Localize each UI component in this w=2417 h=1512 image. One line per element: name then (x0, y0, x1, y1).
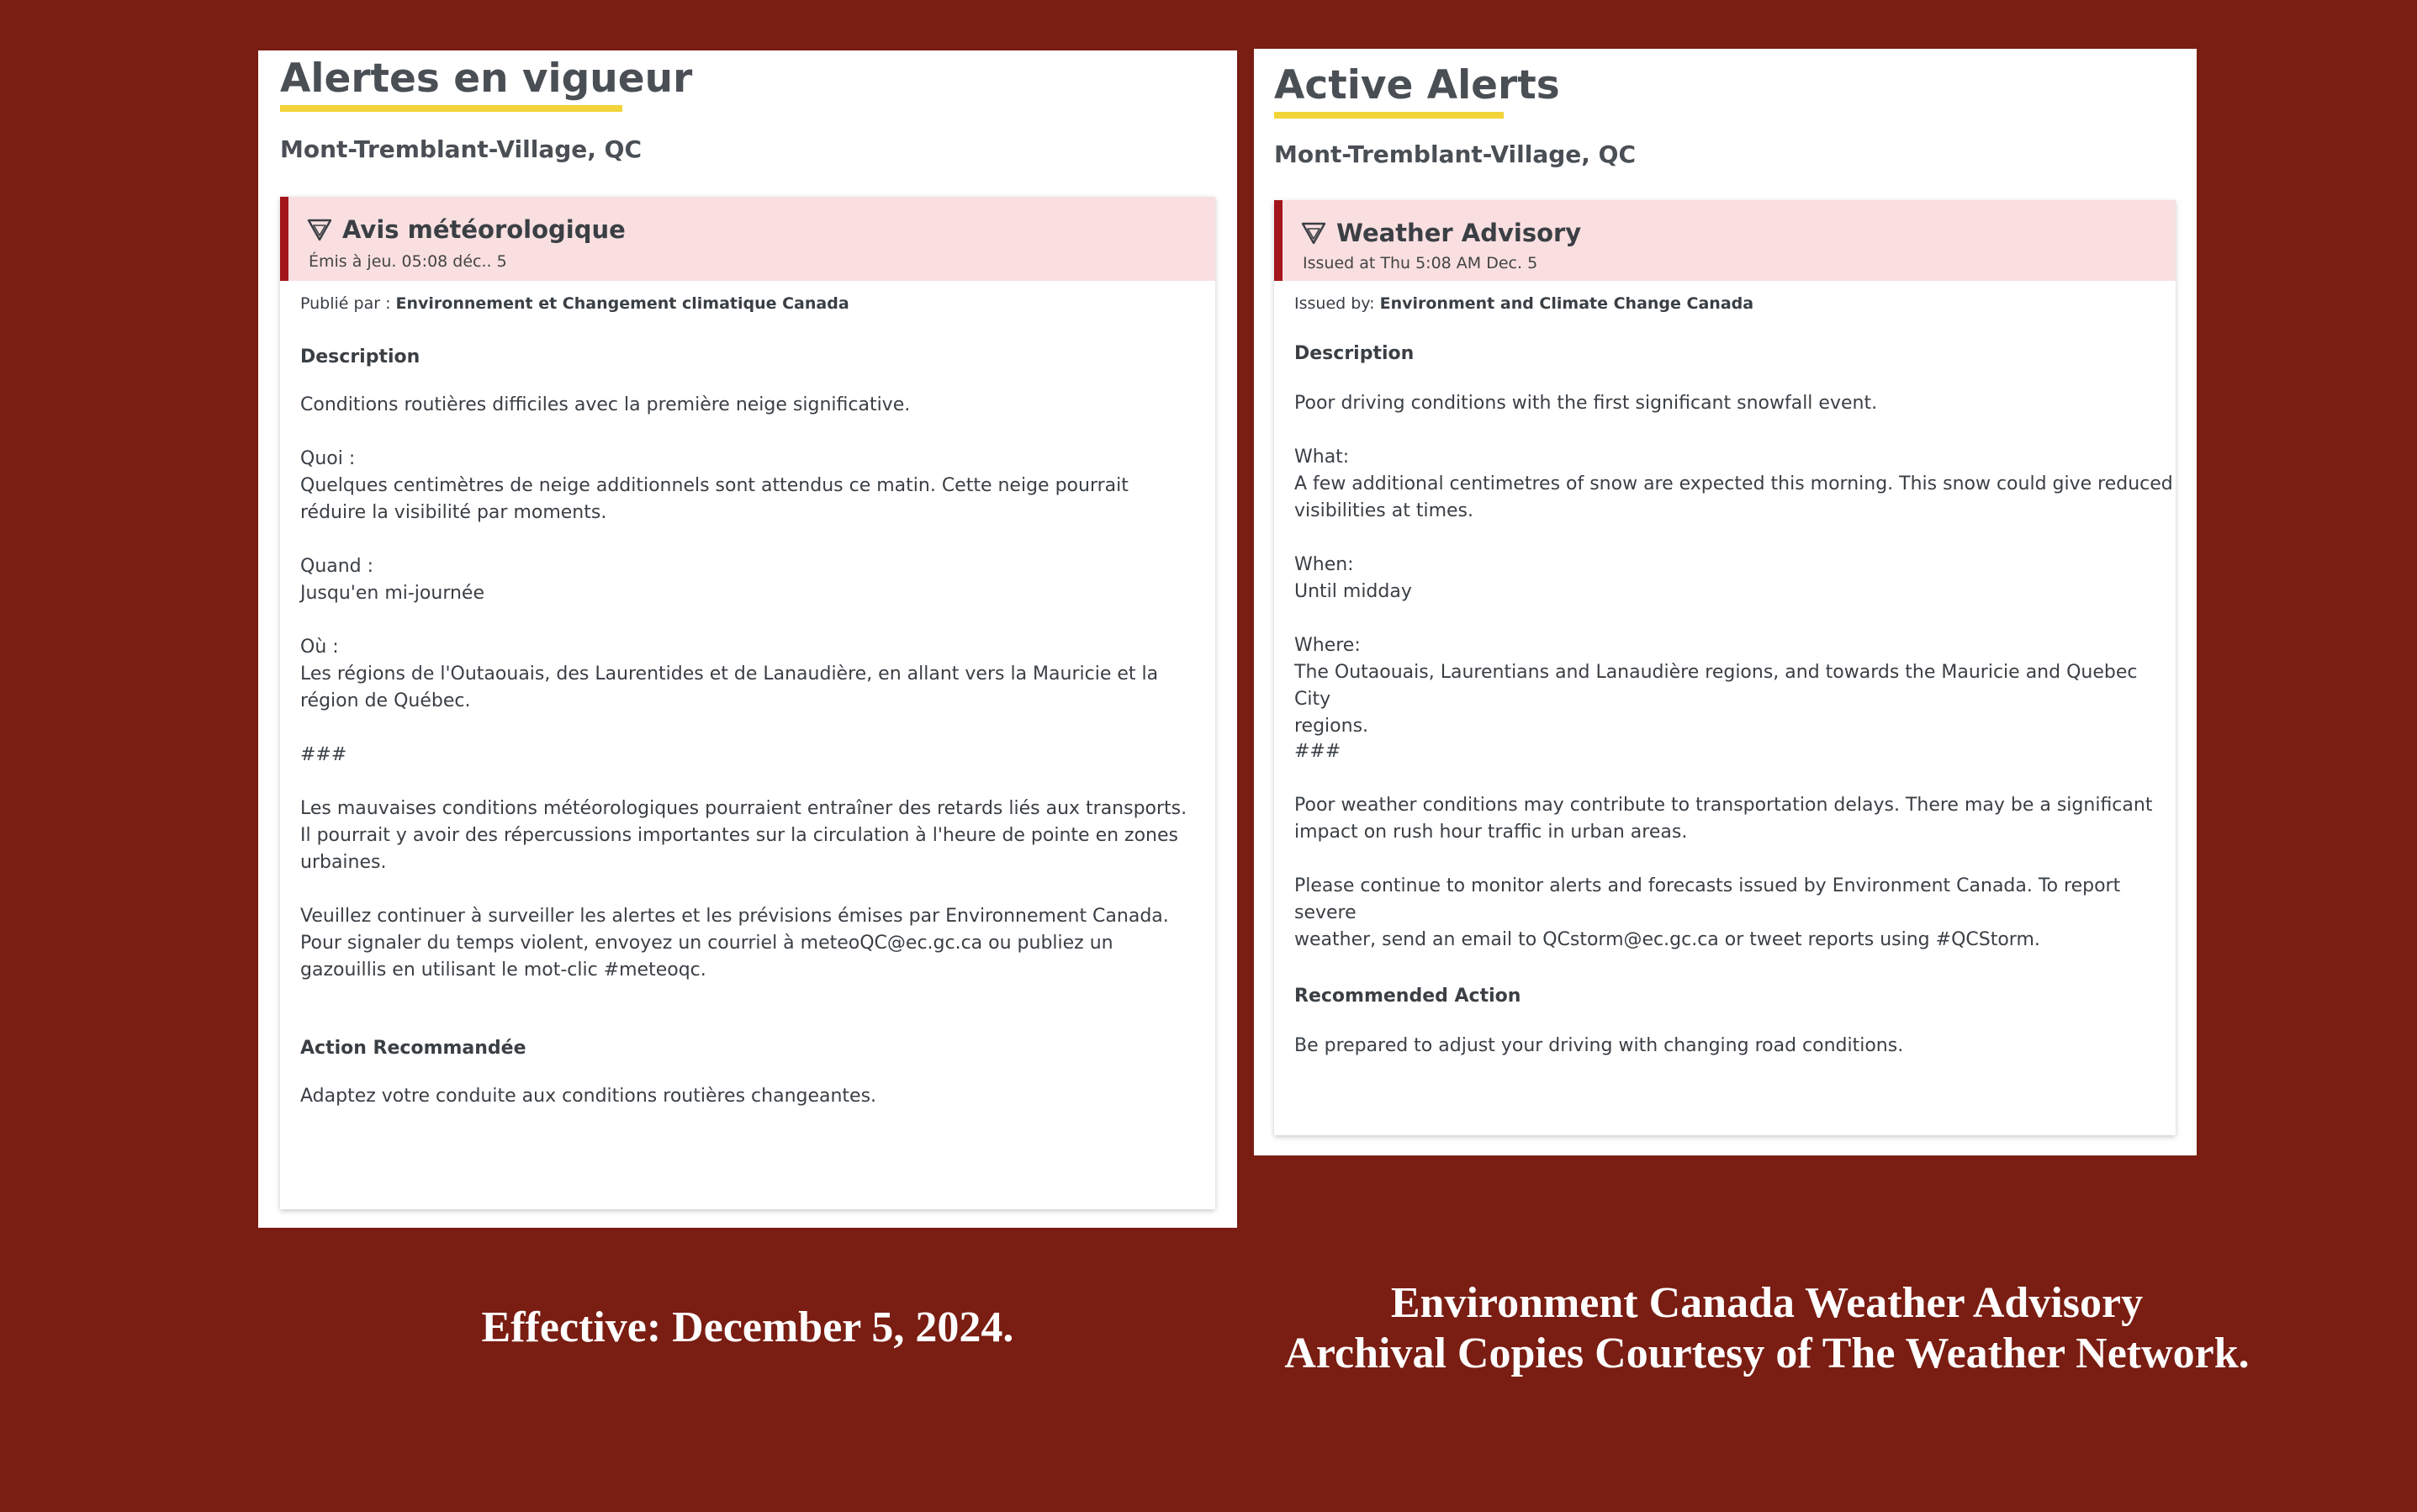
french-alerts-panel (258, 50, 1237, 1228)
effective-date-caption: Effective: December 5, 2024. (481, 1303, 1014, 1351)
alert-paragraph: Quand : Jusqu'en mi-journée (300, 556, 484, 604)
publisher-name: Environment and Climate Change Canada (1379, 294, 1754, 313)
alert-header[interactable] (1274, 200, 2176, 281)
recommended-action-label: Recommended Action (1294, 986, 1521, 1007)
alert-paragraph: Please continue to monitor alerts and forecasts issued by Environment Canada. To report severe weather, send an email to QCstorm@ec.gc.ca or tweet reports using #QCStorm. (1294, 875, 2121, 950)
alert-paragraph: Where: The Outaouais, Laurentians and Lanaudière regions, and towards the Mauricie and Quebec City regions. (1294, 635, 2138, 737)
page-title: Active Alerts (1274, 62, 1560, 108)
source-caption-line-2: Archival Copies Courtesy of The Weather Network. (1284, 1330, 2250, 1377)
warning-triangle-icon (1301, 221, 1326, 245)
alert-paragraph: When: Until midday (1294, 554, 1412, 602)
alert-paragraph: Poor weather conditions may contribute to transportation delays. There may be a significant impact on rush hour traffic in urban areas. (1294, 795, 2153, 843)
alert-title: Avis météorologique (342, 215, 626, 244)
alert-card[interactable] (1274, 200, 2176, 1135)
publisher-line (1294, 294, 1753, 313)
alert-issued-time: Issued at Thu 5:08 AM Dec. 5 (1303, 254, 1538, 272)
description-label: Description (300, 346, 420, 367)
warning-triangle-icon (307, 218, 332, 241)
alert-paragraph: Où : Les régions de l'Outaouais, des Laurentides et de Lanaudière, en allant vers la Mauricie et la région de Québec. (300, 637, 1159, 711)
publisher-line (300, 294, 849, 313)
page-title: Alertes en vigueur (280, 56, 693, 102)
publisher-name: Environnement et Changement climatique Canada (395, 294, 849, 313)
alert-paragraph: Poor driving conditions with the first significant snowfall event. (1294, 393, 1878, 414)
publisher-label: Publié par : (300, 294, 396, 313)
recommended-action-text: Be prepared to adjust your driving with changing road conditions. (1294, 1035, 1904, 1056)
location-label: Mont-Tremblant-Village, QC (1274, 140, 1636, 168)
english-alerts-panel (1254, 49, 2197, 1155)
source-caption (1254, 1278, 2280, 1379)
location-label: Mont-Tremblant-Village, QC (280, 135, 642, 163)
alert-paragraph: What: A few additional centimetres of snow are expected this morning. This snow could give reduced visibilities at times. (1294, 447, 2173, 521)
description-label: Description (1294, 343, 1415, 364)
alert-paragraph: ### (1294, 741, 1341, 762)
alert-paragraph: ### (300, 744, 347, 765)
alert-header[interactable] (280, 197, 1215, 281)
alert-paragraph: Les mauvaises conditions météorologiques pourraient entraîner des retards liés aux transports. Il pourrait y avoir des répercussions importantes sur la circulation à l'heure de pointe en zones urbaines. (300, 798, 1187, 873)
heading-underline (1274, 112, 1504, 119)
source-caption-line-1: Environment Canada Weather Advisory (1390, 1279, 2144, 1327)
alert-paragraph: Quoi : Quelques centimètres de neige additionnels sont attendus ce matin. Cette neige pourrait réduire la visibilité par moments. (300, 448, 1129, 523)
alert-title: Weather Advisory (1336, 219, 1582, 247)
alert-issued-time: Émis à jeu. 05:08 déc.. 5 (309, 252, 507, 271)
recommended-action-label: Action Recommandée (300, 1038, 526, 1059)
alert-paragraph: Veuillez continuer à surveiller les alertes et les prévisions émises par Environnement Canada. Pour signaler du temps violent, envoyez un courriel à meteoQC@ec.gc.ca ou publiez un gazouillis en utilisant le mot-clic #meteoqc. (300, 906, 1169, 981)
recommended-action-text: Adaptez votre conduite aux conditions routières changeantes. (300, 1086, 877, 1107)
publisher-label: Issued by: (1294, 294, 1380, 313)
heading-underline (280, 105, 622, 112)
alert-card[interactable] (280, 197, 1215, 1209)
alert-paragraph: Conditions routières difficiles avec la première neige significative. (300, 394, 911, 415)
